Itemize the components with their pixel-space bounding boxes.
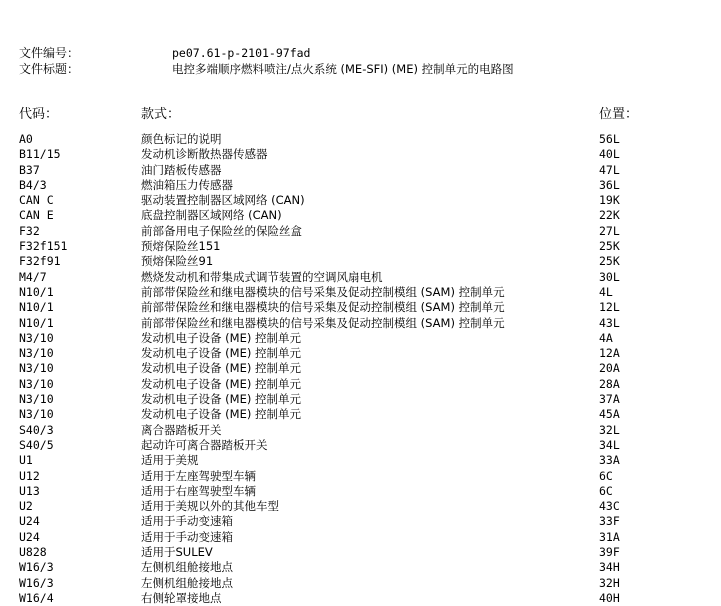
row-location: 34L bbox=[599, 437, 620, 452]
row-description: 适用于手动变速箱 bbox=[141, 529, 233, 544]
row-code: N10/1 bbox=[19, 315, 54, 330]
row-description: 起动许可离合器踏板开关 bbox=[141, 437, 268, 452]
row-code: W16/3 bbox=[19, 560, 54, 575]
row-description: 底盘控制器区域网络 (CAN) bbox=[141, 208, 282, 223]
row-description: 发动机电子设备 (ME) 控制单元 bbox=[141, 407, 301, 422]
row-code: B11/15 bbox=[19, 147, 61, 162]
row-description: 左侧机组舱接地点 bbox=[141, 575, 233, 590]
row-location: 31A bbox=[599, 529, 620, 544]
table-header bbox=[0, 103, 721, 121]
row-location: 28A bbox=[599, 376, 620, 391]
table-row bbox=[0, 346, 721, 361]
row-code: U12 bbox=[19, 468, 40, 483]
row-code: U13 bbox=[19, 483, 40, 498]
table-row bbox=[0, 469, 721, 484]
row-location: 56L bbox=[599, 132, 620, 146]
table-row bbox=[0, 316, 721, 331]
table-row bbox=[0, 163, 721, 178]
row-description: 颜色标记的说明 bbox=[141, 132, 222, 146]
row-location: 12A bbox=[599, 346, 620, 361]
row-description: 离合器踏板开关 bbox=[141, 422, 222, 437]
row-code: N3/10 bbox=[19, 361, 54, 376]
document-number-value: pe07.61-p-2101-97fad bbox=[172, 46, 311, 60]
row-location: 34H bbox=[599, 560, 620, 575]
column-header-code: 代码： bbox=[19, 107, 59, 122]
row-code: U2 bbox=[19, 499, 33, 514]
row-location: 40H bbox=[599, 590, 620, 605]
row-code: F32f151 bbox=[19, 239, 68, 254]
row-code: N10/1 bbox=[19, 300, 54, 315]
row-description: 发动机诊断散热器传感器 bbox=[141, 147, 268, 162]
row-location: 25K bbox=[599, 239, 620, 254]
row-description: 适用于手动变速箱 bbox=[141, 514, 233, 529]
row-code: U1 bbox=[19, 453, 33, 468]
table-row bbox=[0, 407, 721, 422]
row-code: S40/3 bbox=[19, 422, 54, 437]
table-row bbox=[0, 361, 721, 376]
row-description: 适用于左座驾驶型车辆 bbox=[141, 468, 256, 483]
document-title-row bbox=[19, 61, 514, 77]
row-code: U24 bbox=[19, 529, 40, 544]
row-description: 发动机电子设备 (ME) 控制单元 bbox=[141, 376, 301, 391]
table-row bbox=[0, 239, 721, 254]
table-row bbox=[0, 377, 721, 392]
row-location: 43C bbox=[599, 499, 620, 514]
row-location: 36L bbox=[599, 177, 620, 192]
document-metadata bbox=[19, 45, 514, 77]
row-code: N3/10 bbox=[19, 376, 54, 391]
row-code: U24 bbox=[19, 514, 40, 529]
table-row bbox=[0, 178, 721, 193]
table-row bbox=[0, 530, 721, 545]
row-location: 32H bbox=[599, 575, 620, 590]
row-description: 发动机电子设备 (ME) 控制单元 bbox=[141, 330, 301, 345]
table-row bbox=[0, 576, 721, 591]
row-code: W16/3 bbox=[19, 575, 54, 590]
table-row bbox=[0, 545, 721, 560]
row-description: 前部带保险丝和继电器模块的信号采集及促动控制模组 (SAM) 控制单元 bbox=[141, 284, 505, 299]
row-description: 燃烧发动机和带集成式调节装置的空调风扇电机 bbox=[141, 269, 383, 284]
row-description: 燃油箱压力传感器 bbox=[141, 177, 233, 192]
row-location: 47L bbox=[599, 162, 620, 177]
row-code: S40/5 bbox=[19, 437, 54, 452]
row-description: 预熔保险丝151 bbox=[141, 239, 221, 254]
row-location: 6C bbox=[599, 468, 613, 483]
row-code: F32f91 bbox=[19, 254, 61, 269]
row-location: 30L bbox=[599, 269, 620, 284]
row-location: 33A bbox=[599, 453, 620, 468]
row-location: 43L bbox=[599, 315, 620, 330]
row-code: N3/10 bbox=[19, 346, 54, 361]
row-code: N10/1 bbox=[19, 284, 54, 299]
row-code: A0 bbox=[19, 132, 33, 146]
row-code: CAN E bbox=[19, 208, 54, 223]
table-row bbox=[0, 453, 721, 468]
row-location: 40L bbox=[599, 147, 620, 162]
row-code: N3/10 bbox=[19, 407, 54, 422]
column-header-description: 款式： bbox=[141, 107, 181, 122]
row-code: B4/3 bbox=[19, 177, 47, 192]
row-location: 39F bbox=[599, 545, 620, 560]
row-description: 适用于右座驾驶型车辆 bbox=[141, 483, 256, 498]
table-row bbox=[0, 514, 721, 529]
row-description: 适用于美规以外的其他车型 bbox=[141, 499, 279, 514]
document-title-label: 文件标题： bbox=[19, 62, 80, 76]
row-location: 32L bbox=[599, 422, 620, 437]
row-description: 油门踏板传感器 bbox=[141, 162, 222, 177]
row-description: 驱动装置控制器区域网络 (CAN) bbox=[141, 193, 305, 208]
row-description: 预熔保险丝91 bbox=[141, 254, 214, 269]
row-code: N3/10 bbox=[19, 330, 54, 345]
row-location: 4L bbox=[599, 284, 613, 299]
row-location: 33F bbox=[599, 514, 620, 529]
row-location: 25K bbox=[599, 254, 620, 269]
table-row bbox=[0, 208, 721, 223]
row-location: 37A bbox=[599, 392, 620, 407]
row-description: 前部备用电子保险丝的保险丝盒 bbox=[141, 223, 302, 238]
row-description: 发动机电子设备 (ME) 控制单元 bbox=[141, 361, 301, 376]
document-number-row bbox=[19, 45, 514, 61]
table-row bbox=[0, 285, 721, 300]
row-code: M4/7 bbox=[19, 269, 47, 284]
table-row bbox=[0, 193, 721, 208]
row-description: 适用于SULEV bbox=[141, 545, 213, 560]
row-description: 左侧机组舱接地点 bbox=[141, 560, 233, 575]
row-description: 前部带保险丝和继电器模块的信号采集及促动控制模组 (SAM) 控制单元 bbox=[141, 300, 505, 315]
row-location: 19K bbox=[599, 193, 620, 208]
row-code: W16/4 bbox=[19, 590, 54, 605]
table-row bbox=[0, 254, 721, 269]
row-description: 右侧轮罩接地点 bbox=[141, 590, 222, 605]
row-location: 22K bbox=[599, 208, 620, 223]
row-description: 适用于美规 bbox=[141, 453, 199, 468]
table-row bbox=[0, 499, 721, 514]
document-title-value: 电控多端顺序燃料喷注/点火系统 (ME-SFI) (ME) 控制单元的电路图 bbox=[172, 62, 514, 76]
table-row bbox=[0, 560, 721, 575]
row-location: 4A bbox=[599, 330, 613, 345]
table-row bbox=[0, 224, 721, 239]
row-description: 发动机电子设备 (ME) 控制单元 bbox=[141, 346, 301, 361]
table-row bbox=[0, 270, 721, 285]
row-code: N3/10 bbox=[19, 392, 54, 407]
row-code: B37 bbox=[19, 162, 40, 177]
row-location: 20A bbox=[599, 361, 620, 376]
table-row bbox=[0, 147, 721, 162]
row-description: 前部带保险丝和继电器模块的信号采集及促动控制模组 (SAM) 控制单元 bbox=[141, 315, 505, 330]
component-table bbox=[0, 132, 721, 606]
table-row bbox=[0, 132, 721, 147]
row-code: F32 bbox=[19, 223, 40, 238]
column-header-location: 位置： bbox=[599, 107, 639, 122]
row-location: 12L bbox=[599, 300, 620, 315]
row-location: 27L bbox=[599, 223, 620, 238]
row-code: U828 bbox=[19, 545, 47, 560]
table-row bbox=[0, 484, 721, 499]
document-number-label: 文件编号： bbox=[19, 46, 80, 60]
table-row bbox=[0, 331, 721, 346]
table-row bbox=[0, 438, 721, 453]
table-row bbox=[0, 392, 721, 407]
row-location: 6C bbox=[599, 483, 613, 498]
row-location: 45A bbox=[599, 407, 620, 422]
row-description: 发动机电子设备 (ME) 控制单元 bbox=[141, 392, 301, 407]
table-row bbox=[0, 423, 721, 438]
table-row bbox=[0, 300, 721, 315]
row-code: CAN C bbox=[19, 193, 54, 208]
